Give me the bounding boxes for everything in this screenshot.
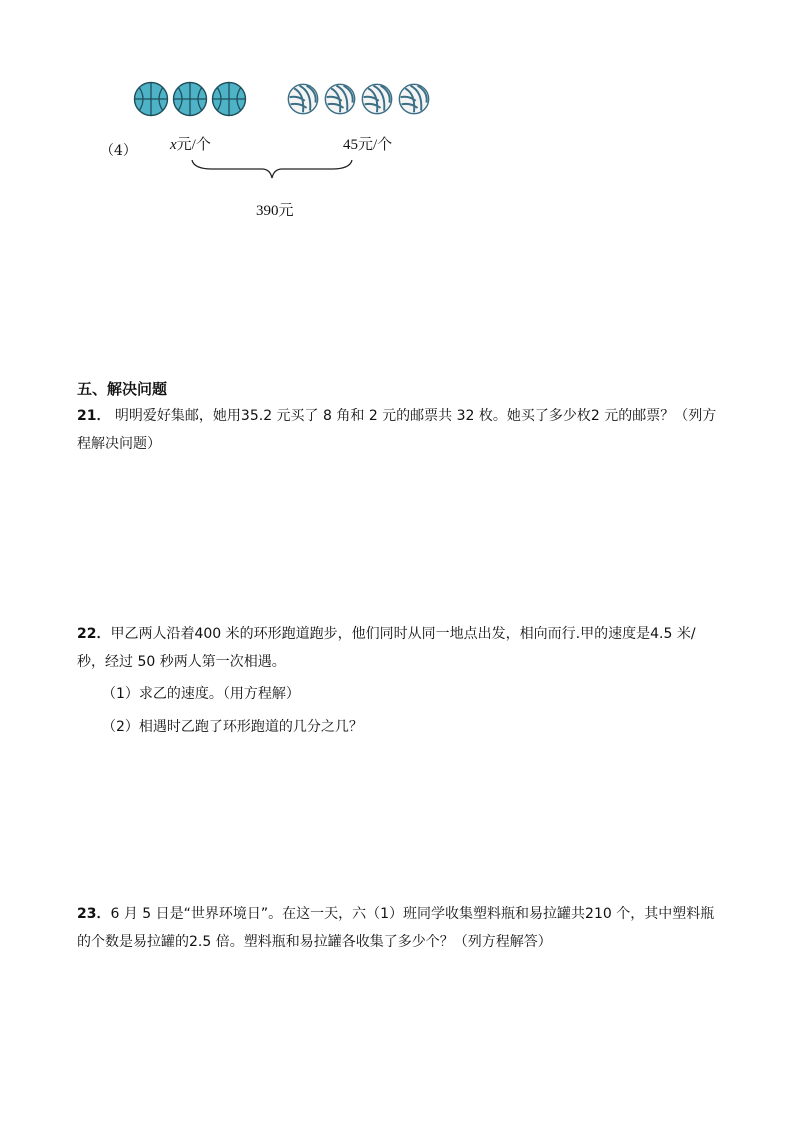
brace-icon: [190, 158, 355, 180]
volleyball-price: 45元/个: [343, 137, 393, 153]
sub-question-2: （2）相遇时乙跑了环形跑道的几分之几？: [102, 719, 363, 735]
basketball-icon: [133, 81, 169, 117]
volleyball-icon: [324, 83, 356, 115]
section-title: 五、解决问题: [77, 380, 168, 398]
volleyball-icon: [398, 83, 430, 115]
total-price: 390元: [256, 203, 294, 219]
question-text: 甲乙两人沿着400 米的环形跑道跑步，他们同时从同一地点出发，相向而行.甲的速度是4.5 米/秒，经过 50 秒两人第一次相遇。: [77, 626, 696, 670]
question-text: 明明爱好集邮，她用35.2 元买了 8 角和 2 元的邮票共 32 枚。她买了多少枚2 元的邮票？（列方程解决问题）: [77, 408, 717, 452]
sub-question-label: （4）: [100, 143, 137, 159]
question-number: 21．: [77, 408, 111, 424]
question-23: [77, 900, 717, 956]
volleyball-icon: [361, 83, 393, 115]
basketball-price: [170, 133, 211, 154]
volleyball-icon: [287, 83, 319, 115]
question-number: 22．: [77, 626, 111, 642]
question-text: 6 月 5 日是“世界环境日”。在这一天，六（1）班同学收集塑料瓶和易拉罐共210 个，其中塑料瓶的个数是易拉罐的2.5 倍。塑料瓶和易拉罐各收集了多少个？（列方程解答）: [77, 906, 715, 950]
question-number: 23．: [77, 906, 111, 922]
price-unit: 元/个: [176, 137, 211, 153]
basketball-icon: [211, 81, 247, 117]
question-22: [77, 620, 717, 676]
question-21: [77, 402, 717, 458]
price-variable: x: [170, 137, 177, 153]
basketball-icon: [172, 81, 208, 117]
sub-question-1: （1）求乙的速度。（用方程解）: [102, 686, 300, 702]
